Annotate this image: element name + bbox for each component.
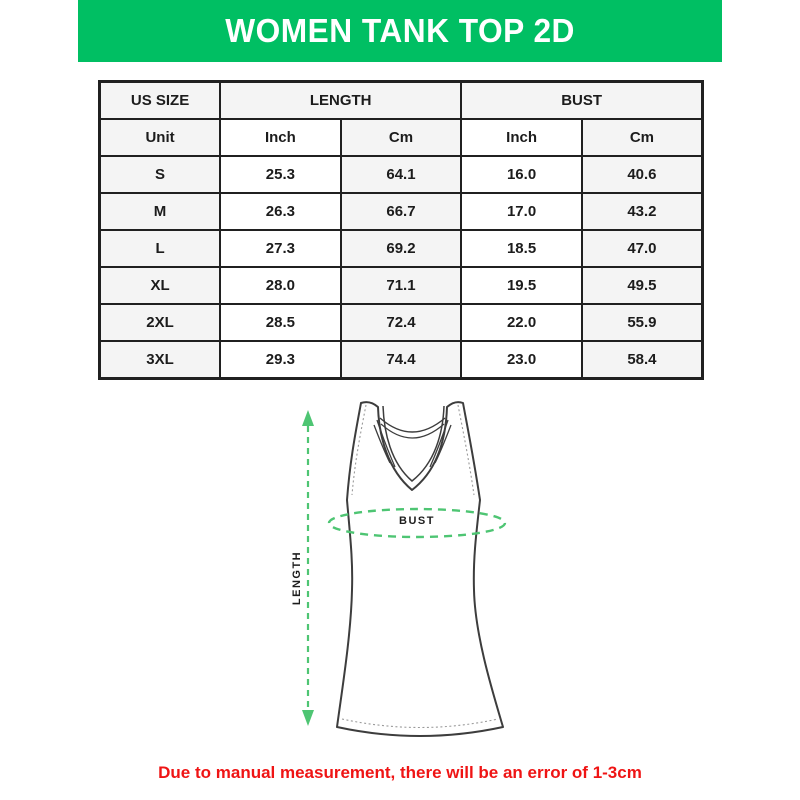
unit-row xyxy=(100,119,703,156)
table-row xyxy=(100,156,703,193)
value-cell: 71.1 xyxy=(341,267,462,304)
length-arrow-down xyxy=(302,710,314,726)
value-cell: 29.3 xyxy=(220,341,341,379)
table-row xyxy=(100,304,703,341)
value-cell: 23.0 xyxy=(461,341,582,379)
unit-cell: Cm xyxy=(582,119,703,156)
value-cell: 72.4 xyxy=(341,304,462,341)
size-cell: S xyxy=(100,156,221,193)
value-cell: 64.1 xyxy=(341,156,462,193)
value-cell: 55.9 xyxy=(582,304,703,341)
unit-cell: Inch xyxy=(461,119,582,156)
bust-label: BUST xyxy=(395,515,439,527)
unit-cell: Inch xyxy=(220,119,341,156)
size-cell: M xyxy=(100,193,221,230)
unit-cell: Unit xyxy=(100,119,221,156)
value-cell: 69.2 xyxy=(341,230,462,267)
size-cell: L xyxy=(100,230,221,267)
title-banner xyxy=(78,0,722,62)
size-chart-table xyxy=(98,80,704,380)
garment-outline xyxy=(337,402,503,736)
tank-top-drawing xyxy=(280,395,520,745)
value-cell: 43.2 xyxy=(582,193,703,230)
value-cell: 26.3 xyxy=(220,193,341,230)
size-cell: 3XL xyxy=(100,341,221,379)
value-cell: 28.0 xyxy=(220,267,341,304)
value-cell: 27.3 xyxy=(220,230,341,267)
table-row xyxy=(100,230,703,267)
value-cell: 49.5 xyxy=(582,267,703,304)
header-cell-length: LENGTH xyxy=(220,82,461,120)
size-chart-container xyxy=(98,80,704,380)
value-cell: 18.5 xyxy=(461,230,582,267)
page-title: WOMEN TANK TOP 2D xyxy=(225,12,575,49)
length-arrow-up xyxy=(302,410,314,426)
value-cell: 74.4 xyxy=(341,341,462,379)
table-row xyxy=(100,193,703,230)
table-row xyxy=(100,341,703,379)
back-neck-line xyxy=(380,418,445,432)
tank-top-illustration xyxy=(280,395,520,745)
size-cell: 2XL xyxy=(100,304,221,341)
measurement-disclaimer: Due to manual measurement, there will be an error of 1-3cm xyxy=(158,763,642,782)
value-cell: 28.5 xyxy=(220,304,341,341)
value-cell: 47.0 xyxy=(582,230,703,267)
value-cell: 19.5 xyxy=(461,267,582,304)
value-cell: 22.0 xyxy=(461,304,582,341)
value-cell: 16.0 xyxy=(461,156,582,193)
header-cell-us-size: US SIZE xyxy=(100,82,221,120)
table-header-row xyxy=(100,82,703,120)
length-label: LENGTH xyxy=(291,550,303,606)
unit-cell: Cm xyxy=(341,119,462,156)
table-row xyxy=(100,267,703,304)
value-cell: 66.7 xyxy=(341,193,462,230)
value-cell: 40.6 xyxy=(582,156,703,193)
value-cell: 25.3 xyxy=(220,156,341,193)
size-cell: XL xyxy=(100,267,221,304)
header-cell-bust: BUST xyxy=(461,82,702,120)
value-cell: 58.4 xyxy=(582,341,703,379)
value-cell: 17.0 xyxy=(461,193,582,230)
